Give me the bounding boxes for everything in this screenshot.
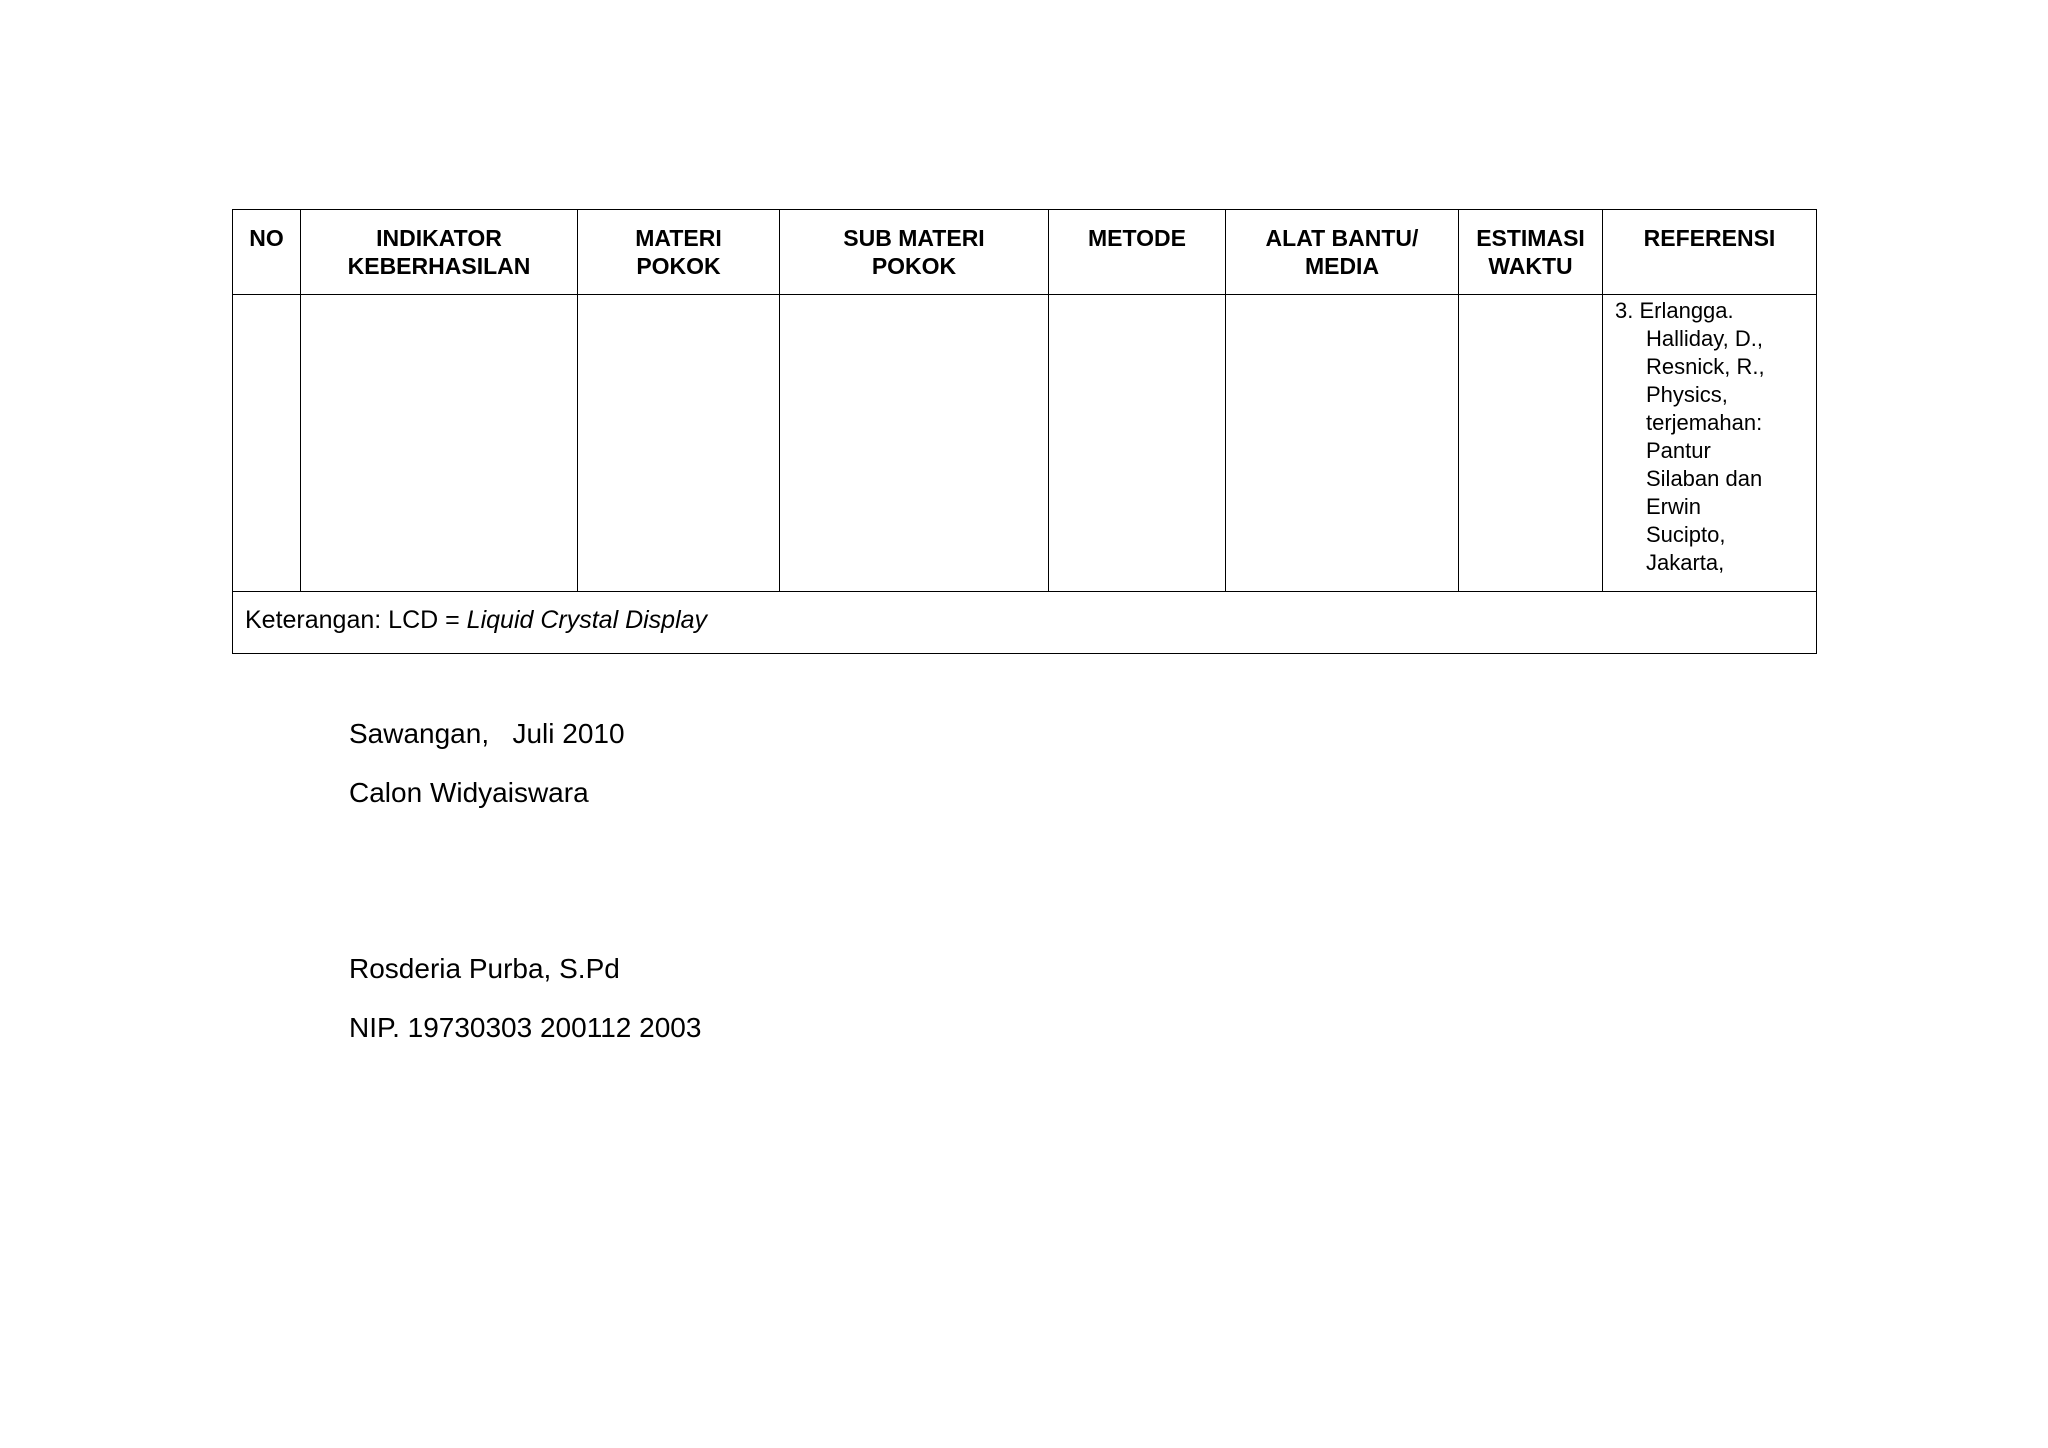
referensi-line: Jakarta, (1646, 550, 1725, 575)
referensi-line: Pantur (1646, 438, 1711, 463)
header-no: NO (233, 210, 301, 295)
table-row (233, 295, 1817, 592)
signature-nip: NIP. 19730303 200112 2003 (349, 1012, 702, 1043)
cell-alat-bantu-media (1226, 295, 1459, 592)
referensi-line: Erwin (1646, 494, 1702, 519)
cell-indikator (301, 295, 578, 592)
note-term: Liquid Crystal Display (466, 606, 708, 634)
cell-estimasi-waktu (1459, 295, 1603, 592)
referensi-line: Physics, (1646, 382, 1728, 407)
lesson-plan-table (232, 209, 1817, 654)
referensi-first-line: 3. Erlangga. (1615, 298, 1734, 323)
cell-sub-materi-pokok (780, 295, 1049, 592)
table-note (233, 592, 1817, 654)
signature-name: Rosderia Purba, S.Pd (349, 953, 620, 984)
header-referensi: REFERENSI (1603, 210, 1817, 295)
header-estimasi-waktu: ESTIMASI WAKTU (1459, 210, 1603, 295)
cell-metode (1049, 295, 1226, 592)
signature-role: Calon Widyaiswara (349, 777, 589, 808)
referensi-line: terjemahan: (1646, 410, 1763, 435)
table-header-row (233, 210, 1817, 295)
referensi-line: Sucipto, (1646, 522, 1726, 547)
header-alat-bantu-media: ALAT BANTU/ MEDIA (1226, 210, 1459, 295)
note-prefix: Keterangan: LCD = (245, 606, 467, 634)
referensi-line: Halliday, D., (1646, 326, 1763, 351)
signature-place-date: Sawangan, Juli 2010 (349, 718, 625, 749)
header-metode: METODE (1049, 210, 1226, 295)
table-note-row (233, 592, 1817, 654)
header-sub-materi-pokok: SUB MATERI POKOK (780, 210, 1049, 295)
cell-referensi (1603, 295, 1817, 592)
cell-materi-pokok (578, 295, 780, 592)
cell-no (233, 295, 301, 592)
referensi-line: Resnick, R., (1646, 354, 1765, 379)
referensi-line: Silaban dan (1646, 466, 1763, 491)
header-materi-pokok: MATERI POKOK (578, 210, 780, 295)
header-indikator: INDIKATOR KEBERHASILAN (301, 210, 578, 295)
